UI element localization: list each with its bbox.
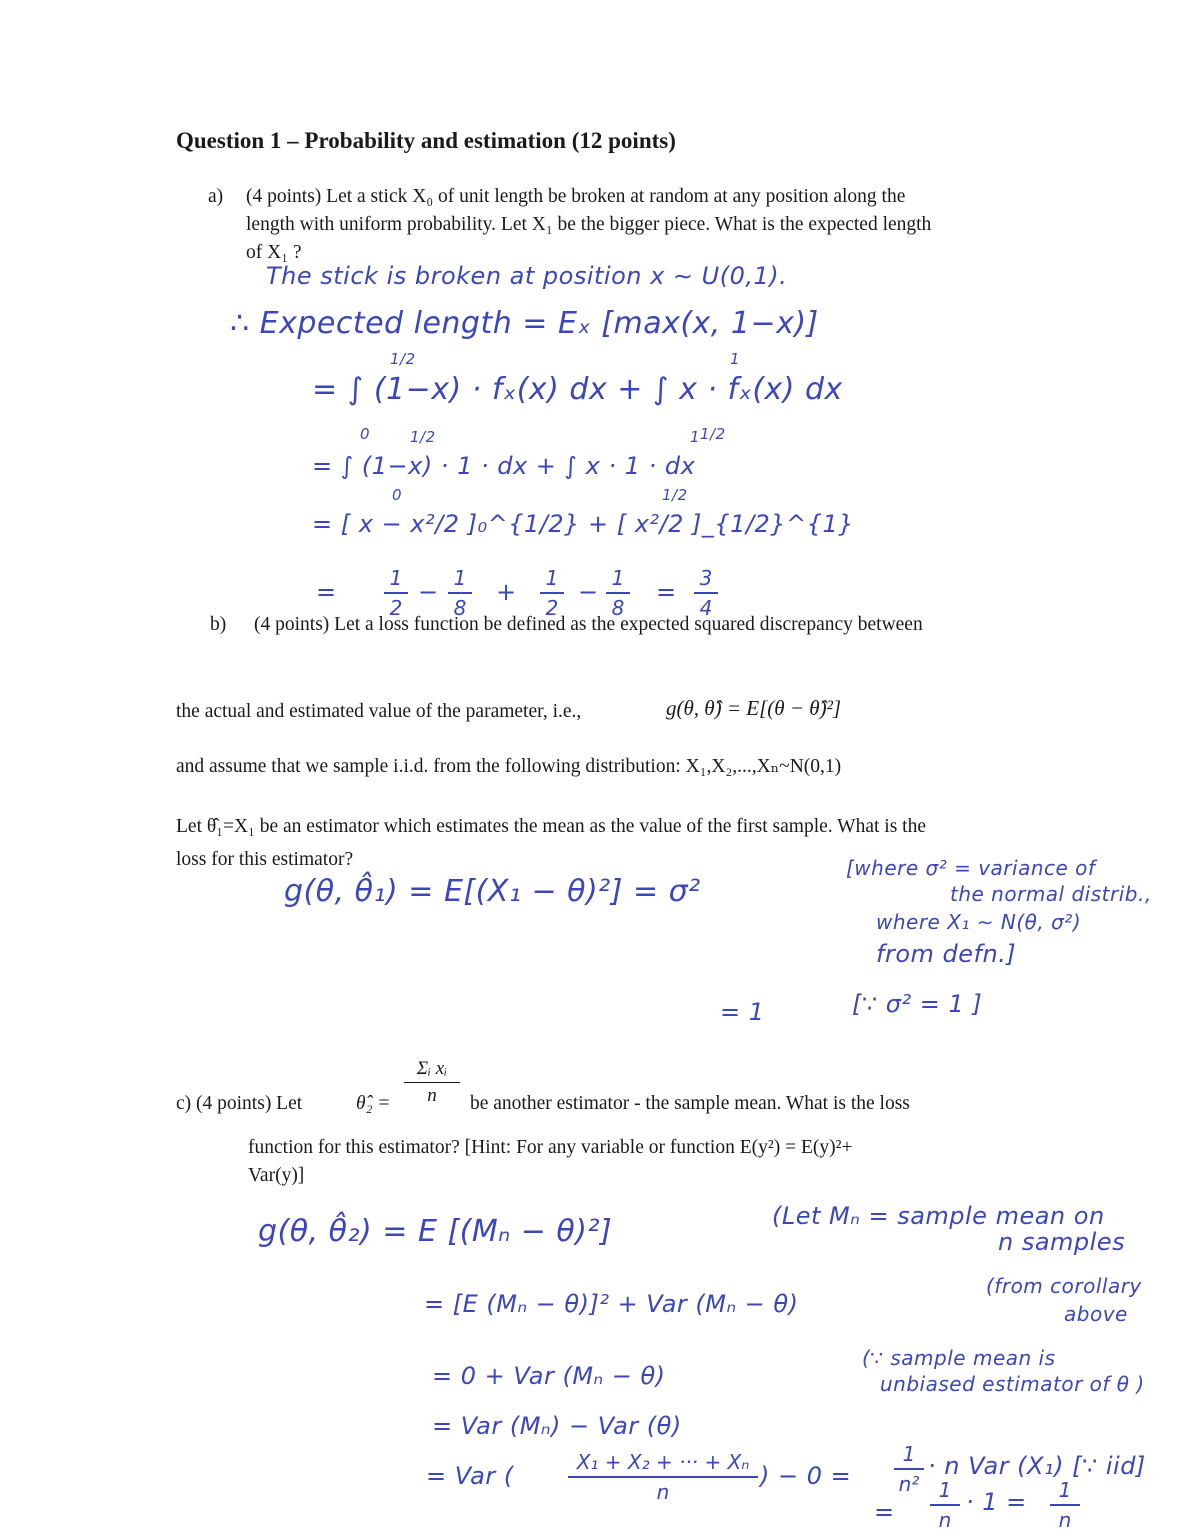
hw-a-limit-bot-1: 0 [360, 425, 371, 443]
hw-a-limit-bot-4: 1/2 [662, 486, 688, 504]
hw-a-limit-bot-2: 1/2 [700, 425, 726, 443]
frac-num: 1 [453, 566, 467, 590]
hw-c-l5-end: · n Var (X₁) [∵ iid] [928, 1452, 1146, 1480]
frac-num: 3 [699, 566, 713, 590]
hw-a-l6-eq: = [316, 578, 337, 606]
hw-a-l6-minus-2: − [578, 578, 599, 606]
part-b-line-1: (4 points) Let a loss function be defined as the expected squared discrepancy between [254, 614, 923, 635]
frac-num: 1 [1058, 1478, 1072, 1502]
hw-c-l6-mid: · 1 = [966, 1488, 1027, 1516]
part-c-line-2: function for this estimator? [Hint: For any variable or function E(y²) = E(y)²+ [248, 1137, 853, 1158]
frac-den: 4 [699, 596, 713, 620]
hw-c-l5-fraction [568, 1450, 758, 1504]
frac-num: X₁ + X₂ + ··· + Xₙ [576, 1450, 750, 1474]
hw-a-line-4: = ∫ (1−x) · 1 · dx + ∫ x · 1 · dx [312, 452, 696, 480]
hw-b-line-2: = 1 [720, 998, 765, 1026]
hw-b-note-2: the normal distrib., [950, 882, 1152, 906]
hw-b-note-4: from defn.] [876, 940, 1017, 968]
hw-b-note-1: [where σ² = variance of [846, 856, 1096, 880]
part-c-estimator: θ̂₂ = [356, 1093, 391, 1114]
frac-num: 1 [902, 1442, 916, 1466]
frac-num: 1 [545, 566, 559, 590]
hw-c-line-3: = 0 + Var (Mₙ − θ) [432, 1362, 666, 1390]
frac-den: 8 [611, 596, 625, 620]
frac-den: n [938, 1508, 952, 1532]
hw-c-line-1: g(θ, θ̂₂) = E [(Mₙ − θ)²] [258, 1214, 613, 1249]
part-c-line-3: Var(y)] [248, 1165, 305, 1186]
hw-c-note-6: unbiased estimator of θ ) [880, 1372, 1145, 1396]
frac-den: n² [898, 1472, 920, 1496]
sample-mean-fraction [404, 1058, 460, 1107]
part-b-line-2: the actual and estimated value of the parameter, i.e., [176, 701, 582, 722]
hw-b-line-1: g(θ, θ̂₁) = E[(X₁ − θ)²] = σ² [284, 874, 701, 909]
hw-c-l6-frac-2 [1050, 1478, 1080, 1532]
hw-c-l5-start: = Var ( [426, 1462, 514, 1490]
hw-a-limit-top-3: 1/2 [410, 428, 436, 446]
part-a-line-3: of X₁ ? [246, 242, 302, 263]
hw-a-line-3: = ∫ (1−x) · fₓ(x) dx + ∫ x · fₓ(x) dx [312, 372, 843, 407]
hw-c-l6-eq: = [874, 1498, 895, 1526]
hw-a-limit-top-2: 1 [730, 350, 741, 368]
hw-a-l6-eq-2: = [656, 578, 677, 606]
hw-c-l5-coef [894, 1442, 924, 1496]
frac-den: 2 [389, 596, 403, 620]
hw-c-l5-mid: ) − 0 = [760, 1462, 852, 1490]
part-a-line-2: length with uniform probability. Let X₁ be the bigger piece. What is the expected length [246, 214, 932, 235]
part-b-line-5: loss for this estimator? [176, 849, 354, 870]
hw-a-limit-top-4: 1 [690, 428, 701, 446]
part-b-label: b) [210, 614, 227, 635]
part-a-line-1: (4 points) Let a stick X₀ of unit length be broken at random at any position along the [246, 186, 906, 207]
frac-den: 2 [545, 596, 559, 620]
part-a-label: a) [208, 186, 224, 207]
question-title: Question 1 – Probability and estimation (12 points) [176, 128, 676, 153]
part-b-line-3: and assume that we sample i.i.d. from the following distribution: X₁,X₂,...,Xₙ~N(0,1) [176, 756, 842, 777]
frac-num: 1 [611, 566, 625, 590]
hw-c-note-4: above [1064, 1302, 1128, 1326]
hw-c-note-1: (Let Mₙ = sample mean on [772, 1202, 1105, 1230]
frac-den: n [427, 1085, 437, 1106]
frac-num: 1 [938, 1478, 952, 1502]
frac-den: n [1058, 1508, 1072, 1532]
frac-num: 1 [389, 566, 403, 590]
hw-c-note-2: n samples [998, 1228, 1126, 1256]
hw-c-note-3: (from corollary [986, 1274, 1142, 1298]
hw-c-line-4: = Var (Mₙ) − Var (θ) [432, 1412, 682, 1440]
loss-formula: g(θ, θ̂) = E[(θ − θ̂)²] [666, 696, 842, 720]
part-b-line-4: Let θ̂₁=X₁ be an estimator which estimates the mean as the value of the first sample. What is the [176, 816, 926, 837]
hw-a-limit-bot-3: 0 [392, 486, 403, 504]
hw-b-note-3: where X₁ ∼ N(θ, σ²) [876, 910, 1082, 934]
hw-a-limit-top-1: 1/2 [390, 350, 416, 368]
hw-a-line-1: The stick is broken at position x ∼ U(0,1). [266, 262, 788, 290]
hw-a-l6-minus-1: − [418, 578, 439, 606]
hw-c-l6-frac-1 [930, 1478, 960, 1532]
hw-a-line-2: ∴ Expected length = Eₓ [max(x, 1−x)] [230, 306, 819, 341]
hw-b-note-5: [∵ σ² = 1 ] [852, 990, 983, 1018]
hw-c-line-2: = [E (Mₙ − θ)]² + Var (Mₙ − θ) [424, 1290, 799, 1318]
part-c-label: c) (4 points) Let [176, 1093, 303, 1114]
frac-den: n [656, 1480, 670, 1504]
frac-den: 8 [453, 596, 467, 620]
frac-num: Σᵢ xᵢ [416, 1058, 448, 1079]
hw-a-l6-plus: + [496, 578, 517, 606]
hw-a-line-5: = [ x − x²/2 ]₀^{1/2} + [ x²/2 ]_{1/2}^{1} [312, 510, 854, 538]
hw-c-note-5: (∵ sample mean is [862, 1346, 1056, 1370]
part-c-line-1: be another estimator - the sample mean. What is the loss [470, 1093, 910, 1114]
